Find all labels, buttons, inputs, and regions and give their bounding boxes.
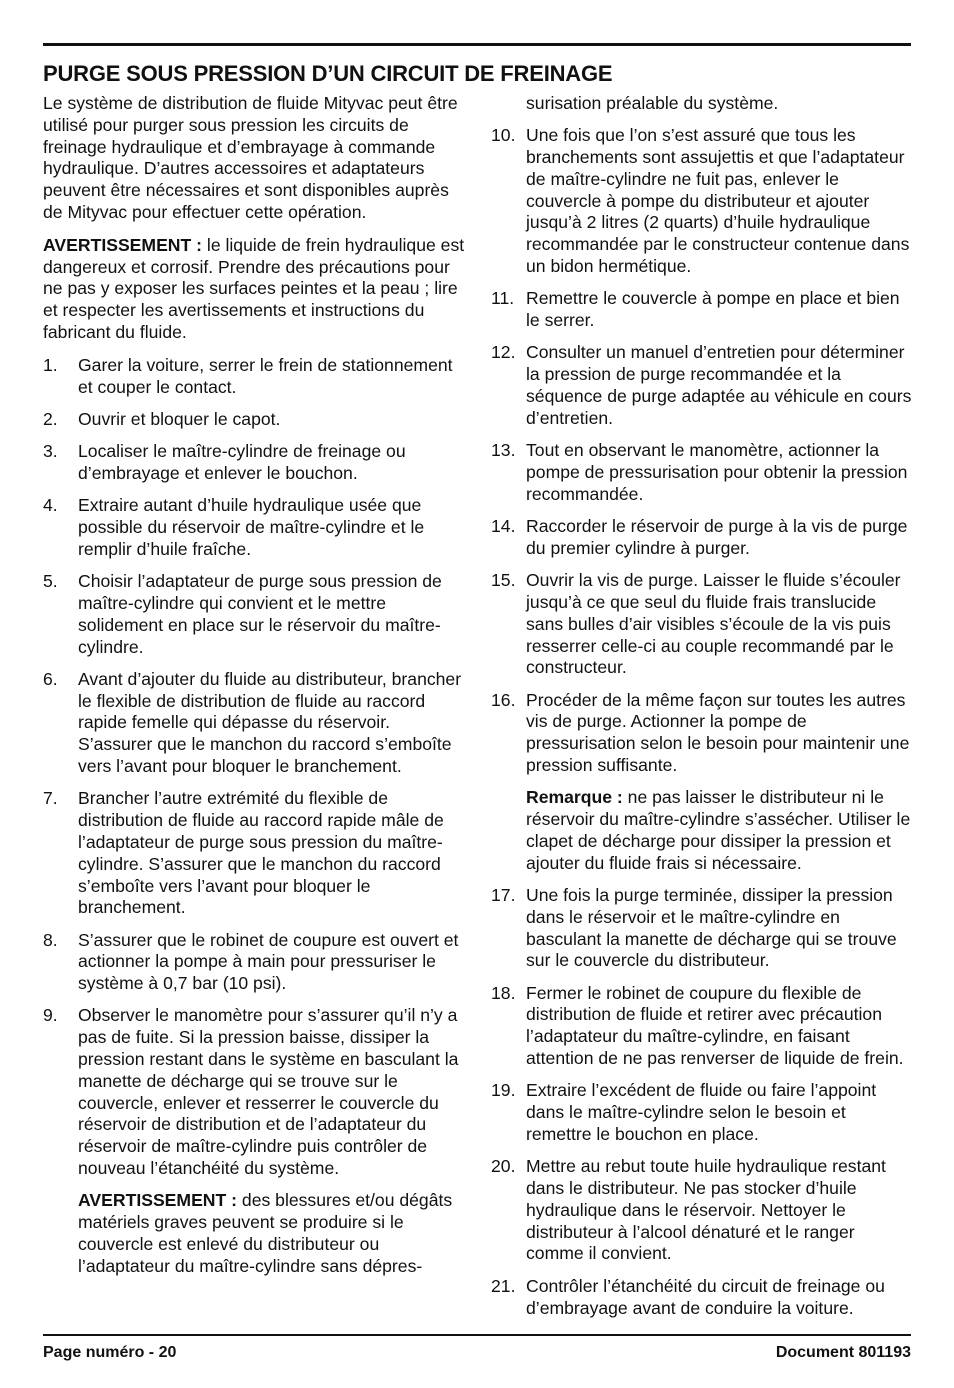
step-text: Contrôler l’étanchéité du circuit de freinage ou d’embrayage avant de conduire la voiture. [526,1275,885,1318]
step-6 [43,669,468,778]
step-9 [43,1005,468,1179]
step-text: Consulter un manuel d’entretien pour déterminer la pression de purge recommandée et la séquence de purge adaptée au véhicule en cours d’entretien. [526,342,912,428]
warning-paragraph [43,235,468,344]
step-text: Choisir l’adaptateur de purge sous pression de maître-cylindre qui convient et le mettre solidement en place sur le réservoir du maître-cylindre. [78,571,442,657]
step-text: Procéder de la même façon sur toutes les autres vis de purge. Actionner la pompe de pressurisation selon le besoin pour maintenir une pression suffisante. [526,689,910,776]
step-number: 7. [43,788,58,809]
step-number: 2. [43,408,58,429]
step-number: 6. [43,668,58,689]
step-number: 10. [491,125,516,146]
step-text: Raccorder le réservoir de purge à la vis de purge du premier cylindre à purger. [526,516,908,558]
step-text: Une fois la purge terminée, dissiper la pression dans le réservoir et le maître-cylindre en basculant la manette de décharge qui se trouve sur le couvercle du distributeur. [526,885,897,971]
step-text: Tout en observant le manomètre, actionner la pompe de pressurisation pour obtenir la pression recommandée. [526,440,908,504]
warning-text: le liquide de frein hydraulique est dangereux et corrosif. Prendre des précautions pour ne pas y exposer les surfaces peintes et la peau ; lire et respecter les avertissements et instructions du fabricant du fluide. [43,234,465,342]
note-text: ne pas laisser le distributeur ni le réservoir du maître-cylindre s’assécher. Utiliser le clapet de décharge pour dissiper la pression et ajouter du fluide frais si nécessaire. [526,787,911,873]
step-17 [491,885,913,972]
step-number: 4. [43,495,58,516]
warning-text: des blessures et/ou dégâts matériels graves peuvent se produire si le couvercle est enlevé du distributeur ou l’adaptateur du maître-cylindre sans dépres- [78,1190,453,1276]
step-number: 21. [491,1275,516,1296]
warning-label: AVERTISSEMENT : [43,234,203,255]
step-text: Mettre au rebut toute huile hydraulique restant dans le distributeur. Ne pas stocker d’huile hydraulique dans le réservoir. Nettoyer le distributeur à l’alcool dénaturé et le ranger comme il convient. [526,1156,886,1264]
step-number: 9. [43,1005,58,1026]
step-number: 3. [43,441,58,462]
step-number: 20. [491,1156,516,1177]
step-text: Remettre le couvercle à pompe en place et bien le serrer. [526,288,900,331]
intro-paragraph: Le système de distribution de fluide Mityvac peut être utilisé pour purger sous pression les circuits de freinage hydraulique et d’embrayage à commande hydraulique. D’autres accessoires et adaptateurs peuvent être nécessaires et sont disponibles auprès de Mityvac pour effectuer cette opération. [43,93,458,222]
step-text: Une fois que l’on s’est assuré que tous les branchements sont assujettis et que l’adaptateur de maître-cylindre ne fuit pas, enlever le couvercle à pompe du distributeur et ajouter jusqu’à 2 litres (2 quarts) d’huile hydraulique recommandée par le constructeur contenue dans un bidon hermétique. [526,125,910,277]
step-number: 8. [43,929,58,950]
step-text: Ouvrir et bloquer le capot. [78,408,281,429]
step-16 [491,690,913,777]
step-7 [43,788,468,919]
page-number: Page numéro - 20 [43,1344,177,1361]
step-20 [491,1156,913,1265]
left-column [43,93,468,1288]
step-text: Extraire autant d’huile hydraulique usée que possible du réservoir de maître-cylindre et le remplir d’huile fraîche. [78,495,425,559]
step-number: 13. [491,440,516,461]
step-4 [43,495,468,560]
step-text: Brancher l’autre extrémité du flexible de distribution de fluide au raccord rapide mâle de l’adaptateur de purge sous pression du maître-cylindre. S’assurer que le manchon du raccord s’emboîte vers l’avant pour bloquer le branchement. [78,788,444,918]
step-text: Observer le manomètre pour s’assurer qu’il n’y a pas de fuite. Si la pression baisse, dissiper la pression restant dans le système en basculant la manette de décharge qui se trouve sur le couvercle, enlever et resserrer le couvercle du réservoir de distribution et de l’adaptateur du réservoir de maître-cylindre puis contrôler de nouveau l’étanchéité du système. [78,1005,459,1179]
step-10 [491,125,913,278]
step-2 [43,409,468,431]
step-number: 5. [43,571,58,592]
step-number: 14. [491,516,516,537]
step-text: Garer la voiture, serrer le frein de stationnement et couper le contact. [78,354,453,397]
bottom-rule [43,1334,911,1336]
step-12 [491,342,913,429]
right-column [491,93,913,1330]
step-15 [491,570,913,679]
note-label: Remarque : [526,787,623,808]
step-1 [43,355,468,399]
step-text: Localiser le maître-cylindre de freinage ou d’embrayage et enlever le bouchon. [78,441,406,483]
step-number: 12. [491,342,516,363]
step-text: S’assurer que le robinet de coupure est ouvert et actionner la pompe à main pour pressuriser le système à 0,7 bar (10 psi). [78,929,459,994]
step-text: Fermer le robinet de coupure du flexible de distribution de fluide et retirer avec précaution l’adaptateur du maître-cylindre, en faisant attention de ne pas renverser de liquide de frein. [526,982,904,1069]
step-number: 16. [491,689,516,710]
step-8 [43,930,468,995]
step-text: Ouvrir la vis de purge. Laisser le fluide s’écouler jusqu’à ce que seul du fluide frais translucide sans bulles d’air visibles s’écoule de la vis puis resserrer celle-ci au couple recommandé par le constructeur. [526,570,901,678]
step-13 [491,440,913,505]
step-3 [43,441,468,485]
step-text: Extraire l’excédent de fluide ou faire l’appoint dans le maître-cylindre selon le besoin et remettre le bouchon en place. [526,1080,877,1144]
step-number: 18. [491,982,516,1003]
step-18 [491,983,913,1070]
top-rule [43,43,911,46]
step-number: 15. [491,570,516,591]
step-text: Avant d’ajouter du fluide au distributeur, brancher le flexible de distribution de fluide au raccord rapide femelle qui dépasse du réservoir. S’assurer que le manchon du raccord s’emboîte vers l’avant pour bloquer le branchement. [78,668,462,777]
step-number: 1. [43,354,58,375]
warning-label: AVERTISSEMENT : [78,1190,238,1211]
page-title: PURGE SOUS PRESSION D’UN CIRCUIT DE FREINAGE [43,61,613,86]
step-number: 11. [491,288,515,309]
step-16-note [491,787,913,874]
step-number: 17. [491,885,516,905]
step-14 [491,516,913,560]
step-11 [491,288,913,332]
step-9-warning [43,1190,468,1277]
document-number: Document 801193 [775,1344,911,1361]
step-5 [43,571,468,658]
step-21 [491,1276,913,1320]
step-19 [491,1080,913,1145]
warning-continuation: surisation préalable du système. [526,93,779,113]
step-number: 19. [491,1080,516,1101]
